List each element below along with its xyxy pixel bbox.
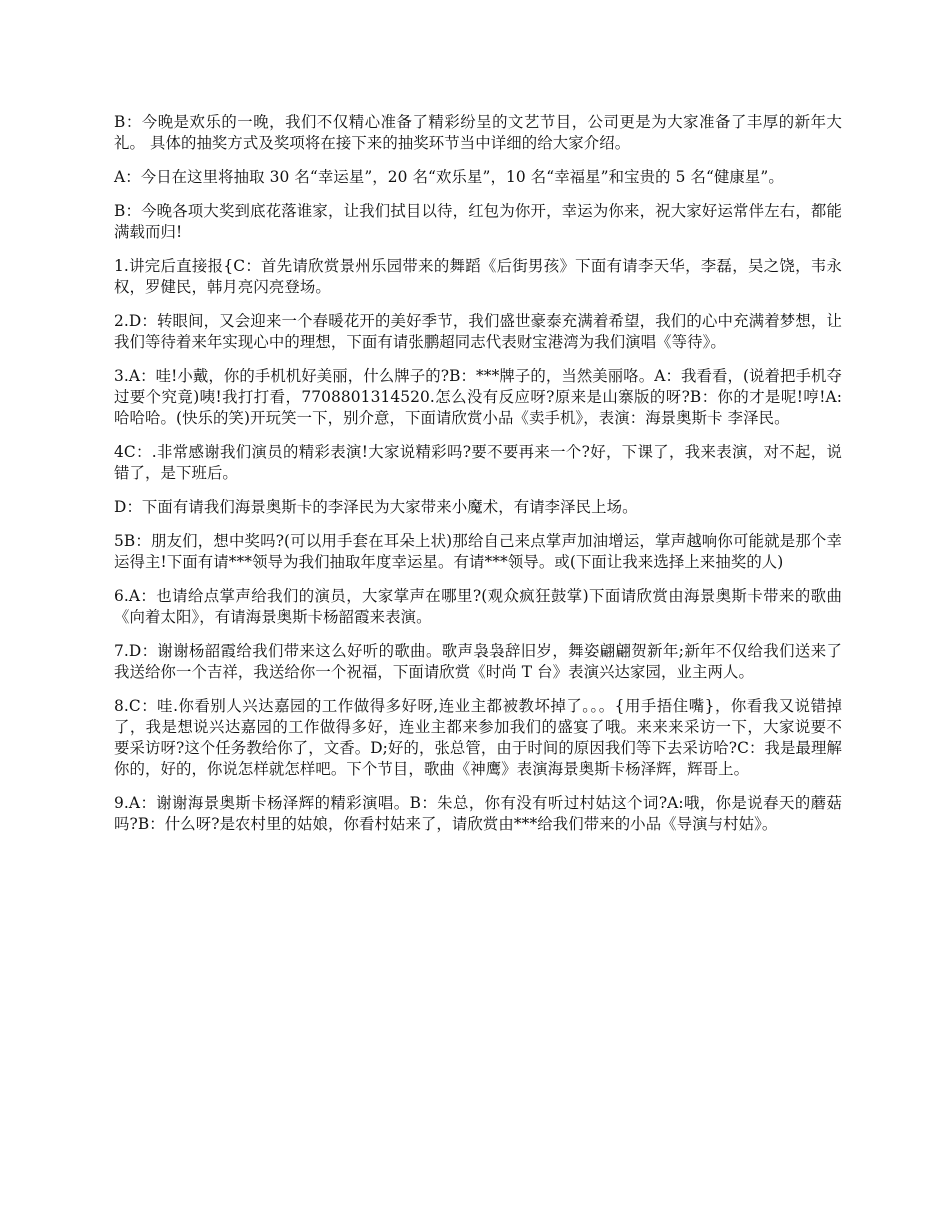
- paragraph-magic: D：下面有请我们海景奥斯卡的李泽民为大家带来小魔术，有请李泽民上场。: [114, 498, 638, 516]
- paragraph-prize-count: A：今日在这里将抽取 30 名“幸运星”，20 名“欢乐星”，10 名“幸福星”和宝贵的 5 名“健康星”。: [114, 168, 784, 186]
- paragraph-intro-b: B：今晚是欢乐的一晚，我们不仅精心准备了精彩纷呈的文艺节目，公司更是为大家准备了丰厚的新年大礼。 具体的抽奖方式及奖项将在接下来的抽奖环节当中详细的给大家介绍。: [114, 113, 842, 152]
- paragraph-item-2: 2.D：转眼间，又会迎来一个春暖花开的美好季节，我们盛世豪泰充满着希望，我们的心中充满着梦想，让我们等待着来年实现心中的理想，下面有请张鹏超同志代表财宝港湾为我们演唱《等待》。: [114, 312, 842, 351]
- paragraph-item-7: 7.D：谢谢杨韶霞给我们带来这么好听的歌曲。歌声袅袅辞旧岁，舞姿翩翩贺新年;新年不仅给我们送来了我送给你一个吉祥，我送给你一个祝福，下面请欣赏《时尚 T 台》表演兴达家园，业主两人。: [114, 642, 842, 681]
- paragraph-item-8: 8.C：哇.你看别人兴达嘉园的工作做得多好呀,连业主都被教坏掉了。。。{用手捂住嘴}，你看我又说错掉了，我是想说兴达嘉园的工作做得多好，连业主都来参加我们的盛宴了哦。来来来采访一下，大家说要不要采访呀?这个任务教给你了，文香。D;好的，张总管，由于时间的原因我们等下去采访哈?C：我是最理解你的，好的，你说怎样就怎样吧。下个节目，歌曲《神鹰》表演海景奥斯卡杨泽辉，辉哥上。: [114, 697, 842, 778]
- paragraph-item-4: 4C：.非常感谢我们演员的精彩表演!大家说精彩吗?要不要再来一个?好，下课了，我来表演，对不起，说错了，是下班后。: [114, 443, 842, 482]
- paragraph-item-5: 5B：朋友们，想中奖吗?(可以用手套在耳朵上状)那给自己来点掌声加油增运，掌声越响你可能就是那个幸运得主!下面有请***领导为我们抽取年度幸运星。有请***领导。或(下面让我来选择上来抽奖的人): [114, 532, 842, 571]
- paragraph-good-luck: B：今晚各项大奖到底花落谁家，让我们拭目以待，红包为你开，幸运为你来，祝大家好运常伴左右，都能满载而归!: [114, 202, 842, 241]
- paragraph-item-1: 1.讲完后直接报{C：首先请欣赏景州乐园带来的舞蹈《后街男孩》下面有请李天华，李磊，吴之饶，韦永权，罗健民，韩月亮闪亮登场。: [114, 257, 842, 296]
- paragraph-item-6: 6.A：也请给点掌声给我们的演员，大家掌声在哪里?(观众疯狂鼓掌)下面请欣赏由海景奥斯卡带来的歌曲《向着太阳》，有请海景奥斯卡杨韶霞来表演。: [114, 587, 842, 626]
- paragraph-item-3: 3.A：哇!小戴，你的手机机好美丽，什么牌子的?B：***牌子的，当然美丽咯。A：我看看，(说着把手机夺过要个究竟)咦!我打打看，7708801314520.怎么没有反应呀?原来是山寨版的呀?B：你的才是呢!哼!A:哈哈哈。(快乐的笑)开玩笑一下，别介意，下面请欣赏小品《卖手机》，表演：海景奥斯卡 李泽民。: [114, 367, 842, 427]
- document-body: [114, 112, 842, 848]
- paragraph-item-9: 9.A：谢谢海景奥斯卡杨泽辉的精彩演唱。B：朱总，你有没有听过村姑这个词?A:哦，你是说春天的蘑菇吗?B：什么呀?是农村里的姑娘，你看村姑来了，请欣赏由***给我们带来的小品《导演与村姑》。: [114, 794, 842, 833]
